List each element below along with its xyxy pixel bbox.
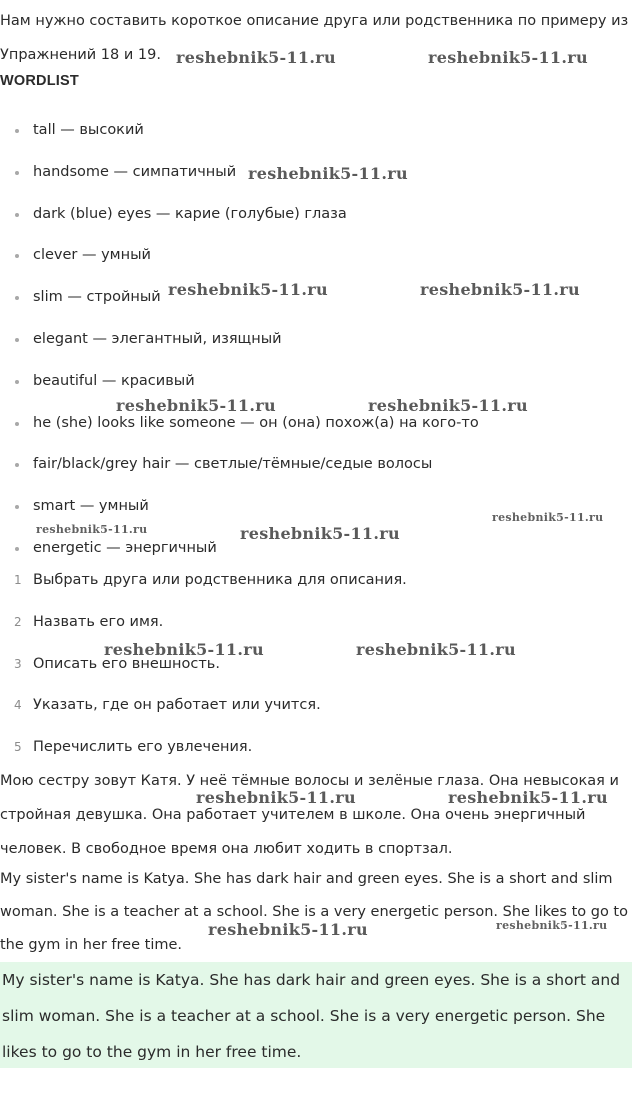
step-text: Назвать его имя. [33,613,164,630]
story-russian: Мою сестру зовут Катя. У неё тёмные волосы и зелёные глаза. Она невысокая и стройная девушка. Она работает учителем в школе. Она очень энергичный человек. В свободное время она любит ходить в спортзал. [0,773,619,857]
bullet-icon [15,422,19,426]
watermark: reshebnik5-11.ru [104,640,264,659]
wordlist-item-text: slim — стройный [33,289,161,306]
wordlist-item-text: fair/black/grey hair — светлые/тёмные/седые волосы [33,456,433,473]
watermark: reshebnik5-11.ru [428,48,588,67]
bullet-icon [15,338,19,342]
wordlist-item-text: dark (blue) eyes — карие (голубые) глаза [33,205,347,222]
wordlist-item [0,110,479,152]
bullet-icon [15,547,19,551]
step-number: 3 [14,656,22,671]
step-item [0,727,407,769]
watermark: reshebnik5-11.ru [492,511,604,524]
answer-text: My sister's name is Katya. She has dark hair and green eyes. She is a short and slim woman. She is a teacher at a school. She is a very energetic person. She likes to go to the gym in her free time. [2,971,621,1061]
wordlist-item-text: tall — высокий [33,122,144,138]
bullet-icon [15,254,19,258]
step-number: 2 [14,614,22,629]
wordlist-heading: WORDLIST [0,73,79,89]
step-number: 5 [14,740,22,755]
watermark: reshebnik5-11.ru [208,920,368,939]
wordlist-item [0,319,479,361]
step-number: 4 [14,698,22,713]
watermark: reshebnik5-11.ru [356,640,516,659]
bullet-icon [15,380,19,384]
answer-box [0,962,632,1068]
bullet-icon [15,463,19,467]
bullet-icon [15,129,19,133]
step-item [0,644,407,686]
watermark: reshebnik5-11.ru [116,396,276,415]
wordlist-item [0,235,479,277]
wordlist-item-text: beautiful — красивый [33,372,195,389]
watermark: reshebnik5-11.ru [368,396,528,415]
wordlist-item-text: he (she) looks like someone — он (она) похож(а) на кого-то [33,414,479,431]
watermark: reshebnik5-11.ru [496,919,608,932]
wordlist [0,110,479,570]
step-text: Указать, где он работает или учится. [33,697,321,714]
watermark: reshebnik5-11.ru [448,788,608,807]
step-text: Описать его внешность. [33,655,220,672]
wordlist-item [0,444,479,486]
watermark: reshebnik5-11.ru [36,523,148,536]
wordlist-item [0,277,479,319]
wordlist-item-text: clever — умный [33,247,151,264]
watermark: reshebnik5-11.ru [196,788,356,807]
wordlist-item-text: smart — умный [33,498,149,515]
story-english: My sister's name is Katya. She has dark hair and green eyes. She is a short and slim woman. She is a teacher at a school. She is a very energetic person. She likes to go to the gym in her free time. [0,871,628,953]
wordlist-item [0,403,479,445]
watermark: reshebnik5-11.ru [176,48,336,67]
wordlist-item [0,486,479,528]
watermark: reshebnik5-11.ru [248,164,408,183]
step-number: 1 [14,573,22,587]
wordlist-item-text: handsome — симпатичный [33,163,237,180]
wordlist-item [0,194,479,236]
step-text: Выбрать друга или родственника для описания. [33,572,407,588]
watermark: reshebnik5-11.ru [420,280,580,299]
wordlist-item-text: energetic — энергичный [33,539,217,556]
bullet-icon [15,213,19,217]
step-item [0,602,407,644]
step-item [0,560,407,602]
steps-list [0,560,407,769]
wordlist-item-text: elegant — элегантный, изящный [33,330,282,347]
watermark: reshebnik5-11.ru [240,524,400,543]
bullet-icon [15,171,19,175]
intro-text: Нам нужно составить короткое описание друга или родственника по примеру из Упражнений 18 и 19. [0,13,629,63]
step-text: Перечислить его увлечения. [33,739,253,756]
bullet-icon [15,505,19,509]
watermark: reshebnik5-11.ru [168,280,328,299]
step-item [0,685,407,727]
wordlist-item [0,361,479,403]
bullet-icon [15,296,19,300]
wordlist-item [0,152,479,194]
